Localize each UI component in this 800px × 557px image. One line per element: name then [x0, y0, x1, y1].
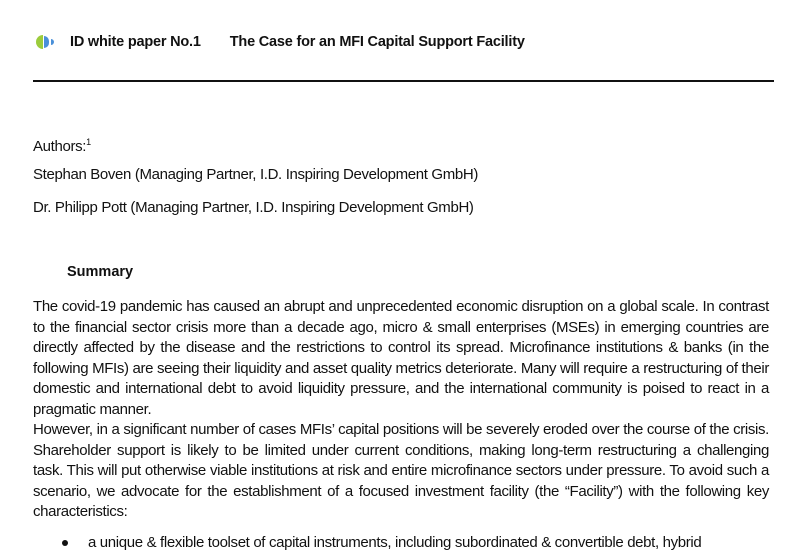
- author-1: Stephan Boven (Managing Partner, I.D. Inspiring Development GmbH): [33, 166, 478, 183]
- page-header: [34, 30, 525, 54]
- summary-paragraph-1: The covid-19 pandemic has caused an abrupt and unprecedented economic disruption on a global scale. In contrast to the financial sector crisis more than a decade ago, micro & small enterprises (MSEs) in emerging countries are directly affected by the disease and the restrictions to control its spread. Microfinance institutions & banks (in the following MFIs) are seeing their liquidity and asset quality metrics deteriorate. Many will require a restructuring of their domestic and international debt to avoid liquidity pressure, and the international community is poised to react in a pragmatic manner.: [33, 298, 769, 418]
- document-title: The Case for an MFI Capital Support Facility: [229, 34, 525, 50]
- bullet-icon: [62, 540, 68, 546]
- list-item: [33, 533, 769, 554]
- authors-label: [33, 132, 91, 158]
- logo-blue-small-arc: [51, 39, 54, 45]
- logo-green-half: [36, 35, 43, 49]
- summary-paragraph-2: However, in a significant number of cases MFIs’ capital positions will be severely eroded over the course of the crisis. Shareholder support is likely to be limited under current conditions, making long-term restructuring a challenging task. This will put otherwise viable institutions at risk and entire microfinance sectors under pressure. To avoid such a scenario, we advocate for the establishment of a focused investment facility (the “Facility”) with the following key characteristics:: [33, 421, 769, 521]
- id-logo-icon: [34, 33, 56, 51]
- series-label: ID white paper No.1: [70, 34, 201, 50]
- header-divider: [33, 80, 774, 82]
- author-2: Dr. Philipp Pott (Managing Partner, I.D. Inspiring Development GmbH): [33, 199, 474, 216]
- list-item-text: a unique & flexible toolset of capital instruments, including subordinated & convertible debt, hybrid: [88, 534, 702, 551]
- summary-heading: Summary: [67, 264, 134, 280]
- authors-label-text: Authors:: [33, 138, 87, 155]
- logo-blue-arc: [44, 36, 49, 48]
- characteristics-list: [33, 533, 769, 554]
- footnote-marker[interactable]: 1: [86, 137, 91, 147]
